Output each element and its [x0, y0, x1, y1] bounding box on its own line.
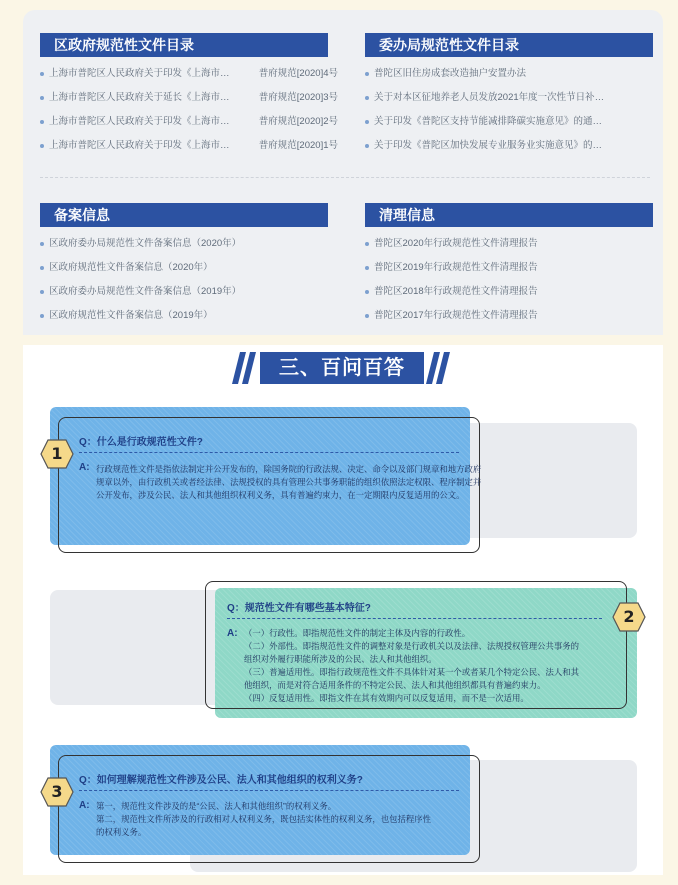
bullet-dot-icon	[40, 314, 44, 318]
cleanup-info-list	[365, 232, 635, 328]
list-item[interactable]: 普陀区2017年行政规范性文件清理报告	[365, 304, 635, 328]
bullet-dot-icon	[365, 314, 369, 318]
bullet-dot-icon	[365, 96, 369, 100]
bullet-dot-icon	[40, 144, 44, 148]
list-item[interactable]: 关于印发《普陀区支持节能减排降碳实施意见》的通…	[365, 110, 635, 134]
list-item[interactable]: 关于对本区征地养老人员发放2021年度一次性节日补…	[365, 86, 635, 110]
section-divider	[40, 177, 650, 178]
qa-question-rule	[79, 790, 459, 791]
qa-question: Q：如何理解规范性文件涉及公民、法人和其他组织的权利义务?	[79, 775, 363, 786]
bullet-dot-icon	[40, 72, 44, 76]
qa-answer: 行政规范性文件是指依法制定并公开发布的，除国务院的行政法规、决定、命令以及部门规章和地方政府 规章以外，由行政机关或者经法律、法规授权的具有管理公共事务职能的组织依照法定权限、程序制定并 公开发布，涉及公民、法人和其他组织权利义务，具有普遍约束力，在一定期限内反复适用的公文。	[96, 464, 482, 500]
section-header-bureau-catalog[interactable]: 委办局规范性文件目录	[365, 33, 653, 57]
bullet-dot-icon	[365, 144, 369, 148]
qa-answer: （一）行政性。即指规范性文件的制定主体及内容的行政性。 （二）外部性。即指规范性文件的调整对象是行政机关以及法律、法规授权管理公共事务的 组织对外履行职能所涉及的公民、法人和其他组织。 （三）普遍适用性。即指行政规范性文件不具体针对某一个或者某几个特定公民、法人和其 他组织，而是对符合适用条件的不特定公民、法人和其他组织都具有普遍约束力。 （四）反复适用性。即指文件在其有效期内可以反复适用，而不是一次适用。	[244, 628, 579, 703]
bullet-dot-icon	[365, 290, 369, 294]
bullet-dot-icon	[40, 266, 44, 270]
bullet-dot-icon	[365, 72, 369, 76]
list-item[interactable]: 普陀区旧住房成套改造抽户安置办法	[365, 62, 635, 86]
list-item[interactable]: 上海市普陀区人民政府关于印发《上海市… 普府规范[2020]1号	[40, 134, 340, 158]
list-item[interactable]: 上海市普陀区人民政府关于延长《上海市… 普府规范[2020]3号	[40, 86, 340, 110]
bullet-dot-icon	[365, 120, 369, 124]
hexagon-number-badge-icon	[40, 439, 74, 469]
qa-number: 1	[51, 444, 63, 463]
hexagon-number-badge-icon	[612, 602, 646, 632]
bullet-dot-icon	[365, 266, 369, 270]
list-item[interactable]: 区政府委办局规范性文件备案信息（2019年）	[40, 280, 340, 304]
bullet-dot-icon	[40, 96, 44, 100]
qa-answer: 第一，规范性文件涉及的是“公民、法人和其他组织”的权利义务。 第二，规范性文件所涉及的行政相对人权利义务，既包括实体性的权利义务，也包括程序性 的权利义务。	[96, 801, 431, 837]
list-item[interactable]: 区政府规范性文件备案信息（2019年）	[40, 304, 340, 328]
list-item[interactable]: 普陀区2018年行政规范性文件清理报告	[365, 280, 635, 304]
section-header-cleanup-info[interactable]: 清理信息	[365, 203, 653, 227]
bullet-dot-icon	[40, 242, 44, 246]
filing-info-list	[40, 232, 340, 328]
qa-number: 2	[623, 607, 635, 626]
list-item[interactable]: 普陀区2019年行政规范性文件清理报告	[365, 256, 635, 280]
list-item[interactable]: 上海市普陀区人民政府关于印发《上海市… 普府规范[2020]2号	[40, 110, 340, 134]
qa-question-rule	[79, 452, 459, 453]
bullet-dot-icon	[365, 242, 369, 246]
qa-section-title: 三、百问百答	[260, 352, 424, 384]
qa-answer-label: A:	[227, 628, 238, 639]
qa-number: 3	[51, 782, 63, 801]
banner-stripe-icon	[232, 352, 258, 384]
qa-answer-label: A:	[79, 462, 90, 473]
list-item[interactable]: 区政府委办局规范性文件备案信息（2020年）	[40, 232, 340, 256]
qa-answer-label: A:	[79, 800, 90, 811]
qa-question: Q：什么是行政规范性文件?	[79, 437, 203, 448]
section-header-district-catalog[interactable]: 区政府规范性文件目录	[40, 33, 328, 57]
section-header-filing-info[interactable]: 备案信息	[40, 203, 328, 227]
banner-stripe-icon	[426, 352, 452, 384]
bullet-dot-icon	[40, 290, 44, 294]
list-item[interactable]: 区政府规范性文件备案信息（2020年）	[40, 256, 340, 280]
hexagon-number-badge-icon	[40, 777, 74, 807]
district-catalog-list	[40, 62, 340, 158]
qa-question-rule	[227, 618, 602, 619]
bullet-dot-icon	[40, 120, 44, 124]
list-item[interactable]: 上海市普陀区人民政府关于印发《上海市… 普府规范[2020]4号	[40, 62, 340, 86]
list-item[interactable]: 普陀区2020年行政规范性文件清理报告	[365, 232, 635, 256]
bureau-catalog-list	[365, 62, 635, 158]
qa-section-banner	[232, 352, 452, 384]
list-item[interactable]: 关于印发《普陀区加快发展专业服务业实施意见》的…	[365, 134, 635, 158]
qa-question: Q：规范性文件有哪些基本特征?	[227, 603, 371, 614]
